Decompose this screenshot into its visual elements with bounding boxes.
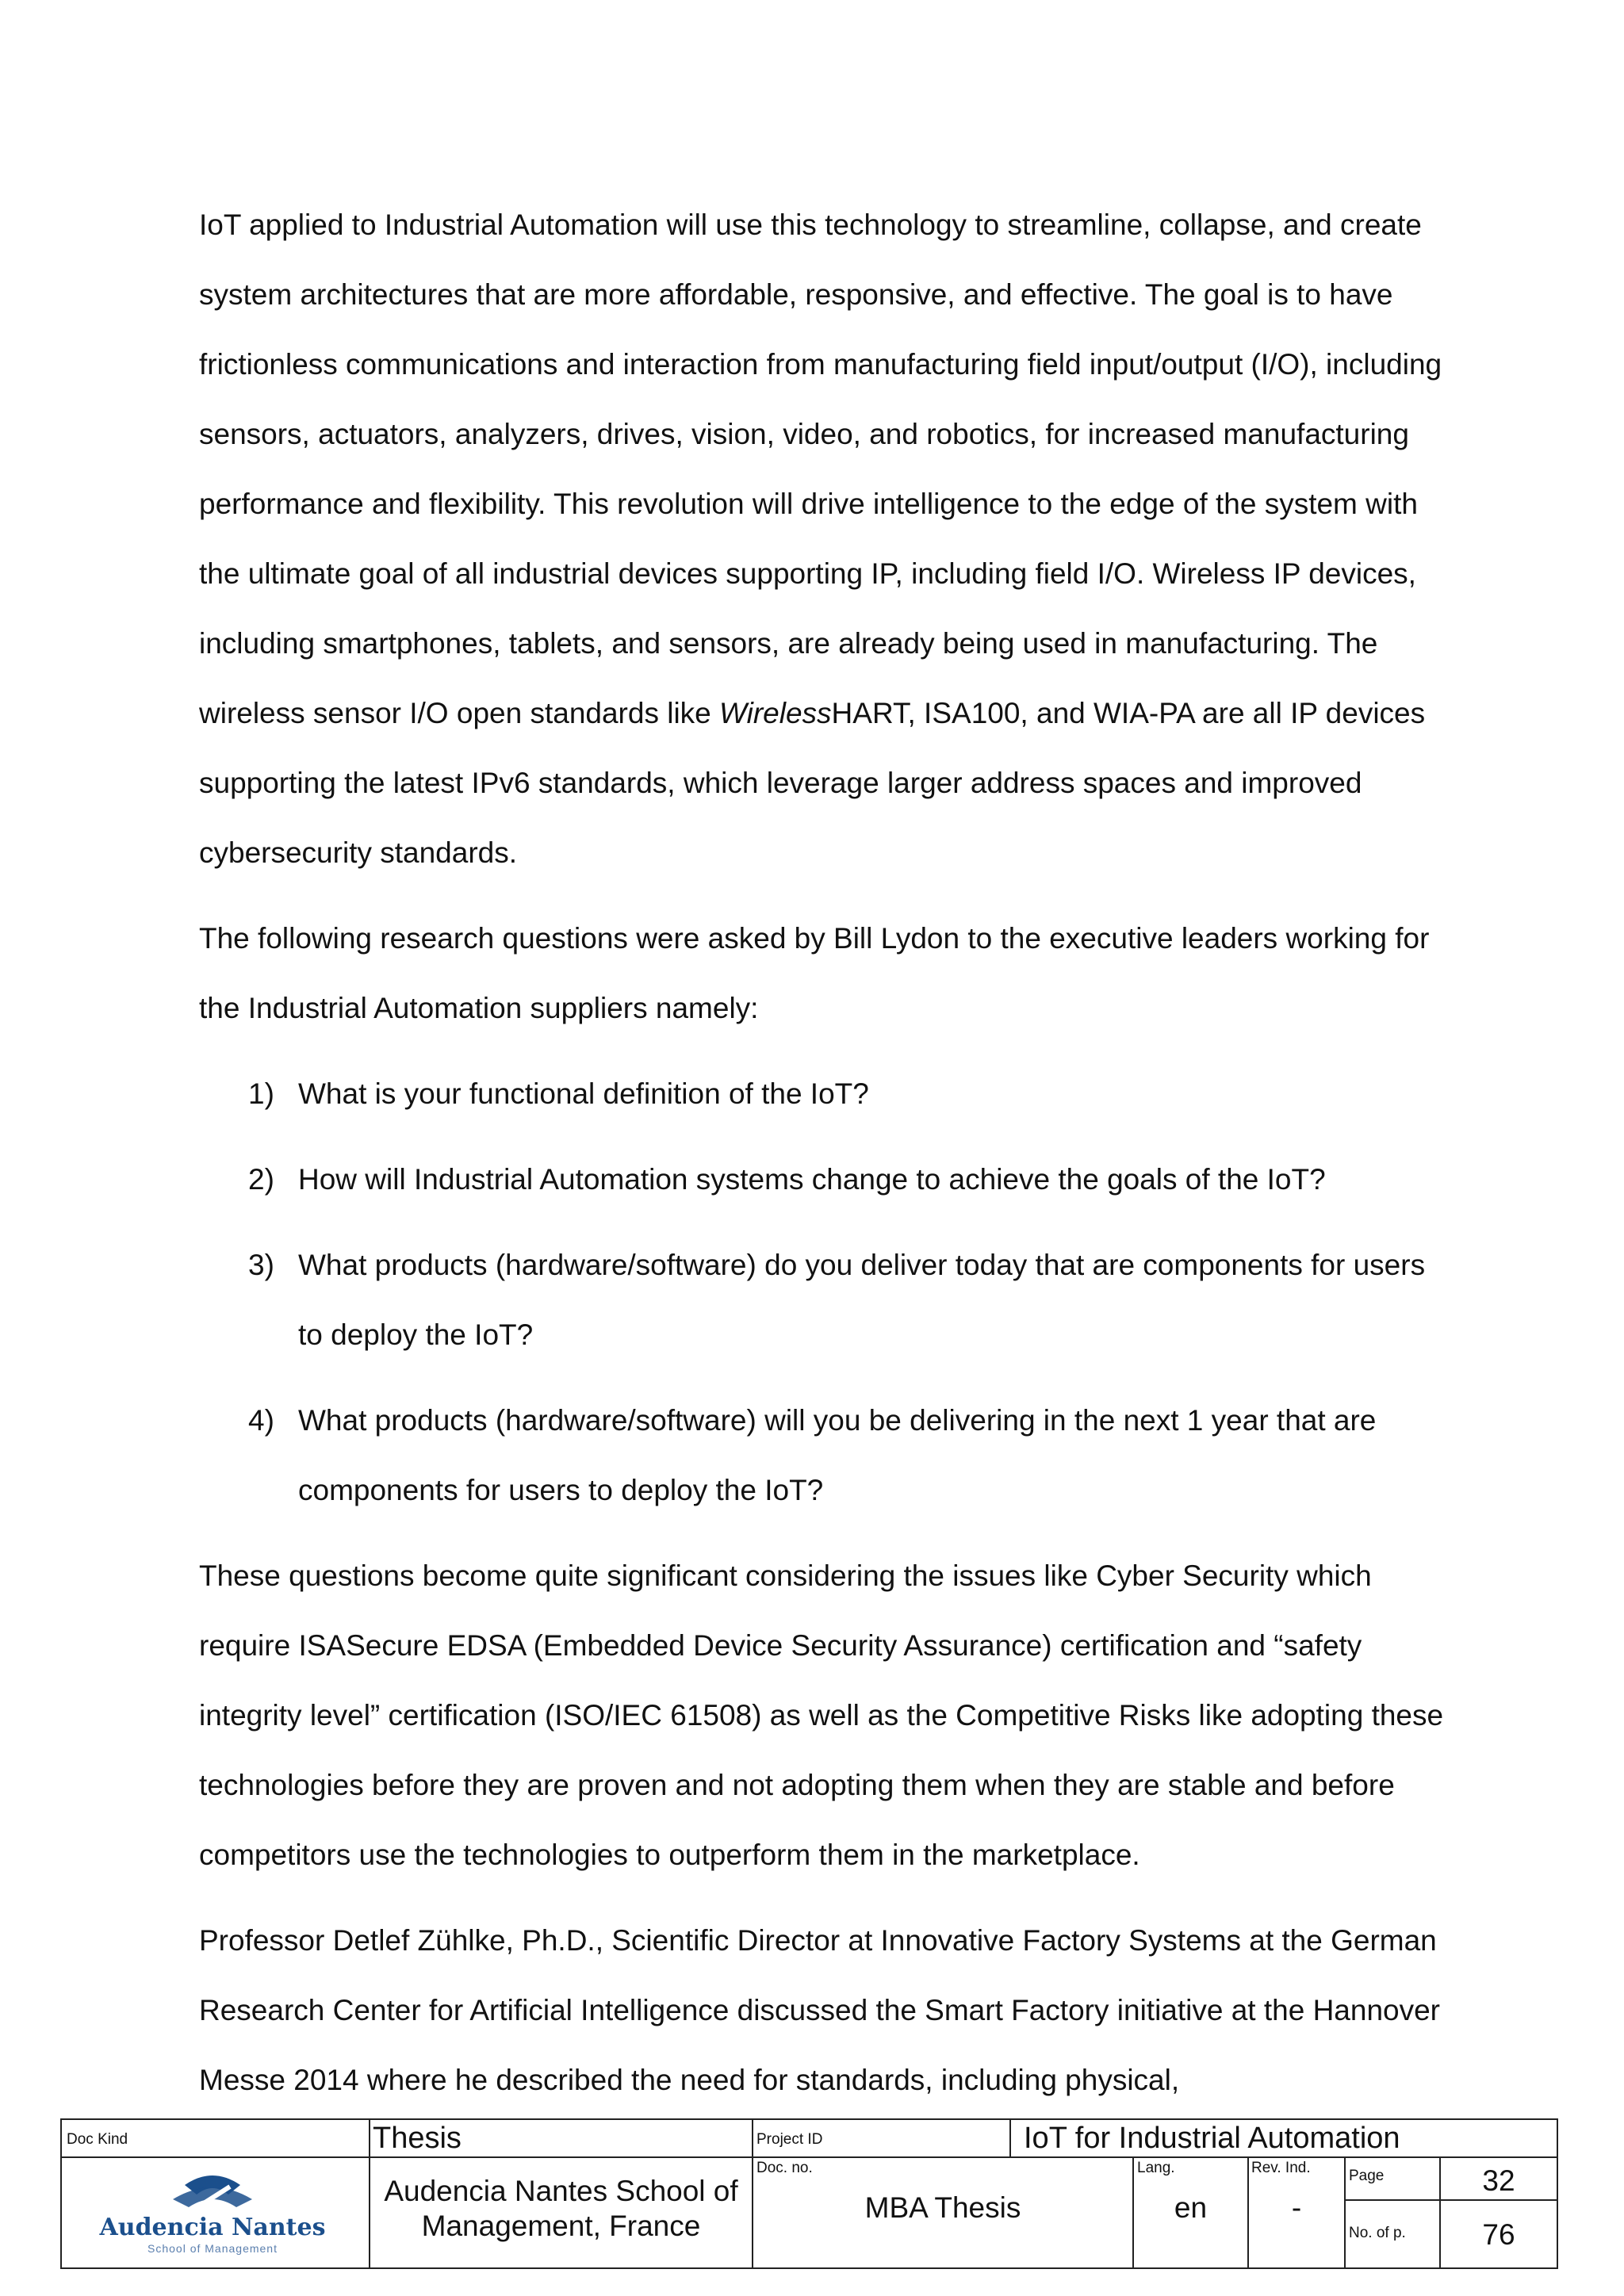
- doc-no-value: MBA Thesis: [864, 2191, 1021, 2224]
- list-item: [199, 1059, 1444, 1129]
- paragraph-research-intro: The following research questions were asked by Bill Lydon to the executive leaders working for the Industrial Automation suppliers namely:: [199, 922, 1430, 1024]
- institution-line-1: Audencia Nantes School of: [384, 2175, 738, 2207]
- paragraph-significance: These questions become quite significant considering the issues like Cyber Security which require ISASecure EDSA (Embedded Device Security Assurance) certification and “safety integrity level” certification (ISO/IEC 61508) as well as the Competitive Risks like adopting these technologies before they are proven and not adopting them when they are stable and before competitors use the technologies to outperform them in the marketplace.: [199, 1559, 1444, 1871]
- pages-label: No. of p.: [1349, 2225, 1406, 2241]
- footer-divider: [1344, 2156, 1346, 2267]
- rev-label: Rev. Ind.: [1251, 2160, 1311, 2176]
- list-number: 3): [248, 1249, 274, 1281]
- list-text: How will Industrial Automation systems change to achieve the goals of the IoT?: [298, 1163, 1326, 1196]
- document-footer-table: [60, 2118, 1558, 2269]
- list-number: 1): [248, 1077, 274, 1110]
- rev-value: -: [1291, 2191, 1302, 2224]
- paragraph-text-cont: HART, ISA100, and WIA-PA are all IP devices supporting the latest IPv6 standards, which leverage larger address spaces and improved cybersecurity standards.: [199, 697, 1426, 869]
- list-item: [199, 1230, 1444, 1370]
- page-number: 32: [1482, 2164, 1515, 2197]
- project-id-label: Project ID: [756, 2131, 823, 2148]
- list-text: What products (hardware/software) will you be delivering in the next 1 year that are components for users to deploy the IoT?: [298, 1404, 1377, 1506]
- paragraph-text: IoT applied to Industrial Automation will use this technology to streamline, collapse, and create system architectures that are more affordable, responsive, and effective. The goal is to have frictionless communications and interaction from manufacturing field input/output (I/O), including sensors, actuators, analyzers, drives, vision, video, and robotics, for increased manufacturing performance and flexibility. This revolution will drive intelligence to the edge of the system with the ultimate goal of all industrial devices supporting IP, including field I/O. Wireless IP devices, including smartphones, tablets, and sensors, are already being used in manufacturing. The wireless sensor I/O open standards like: [199, 209, 1442, 729]
- list-number: 2): [248, 1163, 274, 1196]
- page-count: 76: [1482, 2218, 1515, 2251]
- doc-kind-label: Doc Kind: [67, 2131, 128, 2148]
- italic-wireless: Wireless: [719, 697, 832, 729]
- footer-divider: [62, 2156, 1557, 2158]
- doc-kind-value: Thesis: [373, 2122, 462, 2155]
- lang-label: Lang.: [1137, 2160, 1175, 2176]
- document-body: [199, 190, 1444, 2115]
- paragraph-zuhlke: Professor Detlef Zühlke, Ph.D., Scientific Director at Innovative Factory Systems at the German Research Center for Artificial Intelligence discussed the Smart Factory initiative at the Hannover Messe 2014 where he described the need for standards, including physical,: [199, 1924, 1441, 2096]
- footer-divider: [1009, 2120, 1011, 2156]
- audencia-logo: [78, 2168, 395, 2259]
- lang-value: en: [1174, 2191, 1208, 2224]
- list-item: [199, 1386, 1444, 1525]
- paragraph-iot-automation: [199, 190, 1444, 888]
- research-questions-list: [199, 1059, 1444, 1525]
- list-item: [199, 1145, 1444, 1215]
- list-number: 4): [248, 1404, 274, 1437]
- logo-tagline: School of Management: [147, 2242, 278, 2255]
- project-id-value: IoT for Industrial Automation: [1024, 2122, 1400, 2155]
- logo-name: Audencia Nantes: [99, 2214, 326, 2241]
- institution-name: [370, 2174, 752, 2244]
- page-label: Page: [1349, 2168, 1385, 2184]
- doc-no-label: Doc. no.: [756, 2160, 813, 2176]
- institution-line-2: Management, France: [421, 2210, 701, 2242]
- footer-divider: [1344, 2199, 1557, 2201]
- list-text: What is your functional definition of the IoT?: [298, 1077, 869, 1110]
- list-text: What products (hardware/software) do you deliver today that are components for users to deploy the IoT?: [298, 1249, 1426, 1351]
